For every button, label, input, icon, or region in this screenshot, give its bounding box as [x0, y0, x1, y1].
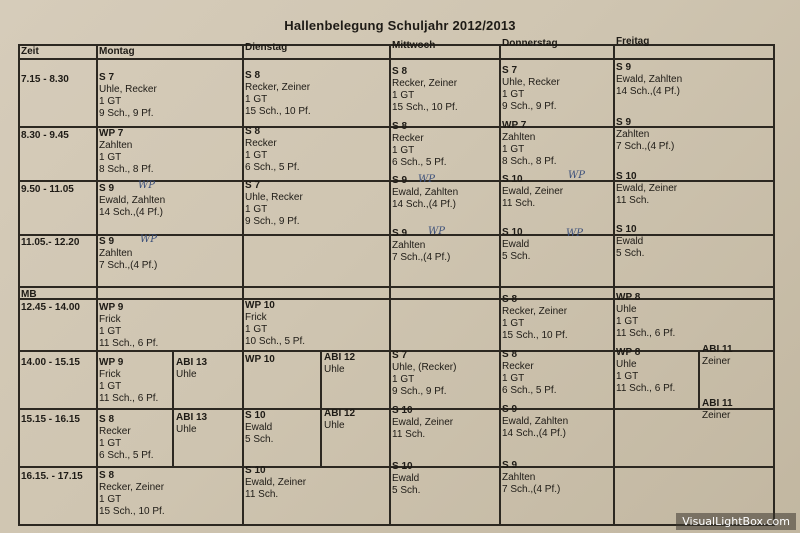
- teachers: Uhle: [616, 304, 637, 315]
- class-code: S 9: [99, 236, 115, 247]
- teachers: Uhle, Recker: [99, 84, 157, 95]
- teachers: Uhle, Recker: [502, 77, 560, 88]
- watermark: VisualLightBox.com: [676, 513, 796, 530]
- student-count: 11 Sch.: [245, 489, 279, 500]
- table-rule: [18, 286, 775, 288]
- student-count: 8 Sch., 8 Pf.: [502, 156, 557, 167]
- slot-cell: [99, 357, 158, 405]
- teachers: Uhle: [616, 359, 637, 370]
- handwritten-note: WP: [566, 228, 584, 239]
- student-count: 8 Sch., 8 Pf.: [99, 164, 154, 175]
- teachers: Zeiner: [702, 356, 731, 367]
- student-count: 6 Sch., 5 Pf.: [502, 385, 557, 396]
- class-code: S 9: [392, 175, 408, 186]
- slot-cell: [616, 292, 675, 340]
- student-count: 5 Sch.: [616, 248, 645, 259]
- class-code: S 7: [99, 72, 115, 83]
- time-slot: 9.50 - 11.05: [21, 184, 74, 195]
- time-slot: 12.45 - 14.00: [21, 302, 80, 313]
- student-count: 15 Sch., 10 Pf.: [392, 102, 458, 113]
- teachers: Uhle: [176, 424, 197, 435]
- student-count: 14 Sch.,(4 Pf.): [616, 86, 680, 97]
- student-count: 11 Sch., 6 Pf.: [616, 328, 676, 339]
- time-slot: 8.30 - 9.45: [21, 130, 69, 141]
- hall-units: 1 GT: [245, 150, 268, 161]
- student-count: 6 Sch., 5 Pf.: [392, 157, 447, 168]
- teachers: Uhle: [324, 364, 345, 375]
- student-count: 11 Sch.: [392, 429, 426, 440]
- class-code: S 9: [616, 117, 632, 128]
- class-code: WP 9: [99, 357, 124, 368]
- teachers: Ewald, Zahlten: [616, 74, 683, 85]
- class-code: S 10: [245, 410, 266, 421]
- teachers: Uhle: [324, 420, 345, 431]
- hall-units: 1 GT: [99, 326, 122, 337]
- teachers: Zahlten: [392, 240, 426, 251]
- slot-cell: [502, 65, 560, 113]
- student-count: 6 Sch., 5 Pf.: [245, 162, 300, 173]
- table-rule: [773, 44, 775, 524]
- hall-units: 1 GT: [616, 316, 639, 327]
- page-title: Hallenbelegung Schuljahr 2012/2013: [284, 18, 516, 33]
- hall-units: 1 GT: [99, 438, 122, 449]
- teachers: Ewald, Zeiner: [392, 417, 454, 428]
- table-rule: [389, 44, 391, 524]
- table-rule: [172, 350, 174, 466]
- student-count: 15 Sch., 10 Pf.: [502, 330, 568, 341]
- student-count: 5 Sch.: [502, 251, 531, 262]
- slot-cell: [502, 120, 556, 168]
- class-code: S 8: [392, 66, 408, 77]
- teachers: Ewald: [616, 236, 644, 247]
- class-code: S 8: [392, 121, 408, 132]
- teachers: Uhle, Recker: [245, 192, 303, 203]
- slot-cell: [502, 227, 530, 263]
- header-montag: Montag: [99, 46, 135, 57]
- header-mittwoch: Mittwoch: [392, 40, 436, 51]
- handwritten-note: WP: [138, 180, 156, 191]
- class-code: S 7: [245, 180, 261, 191]
- handwritten-note: WP: [568, 170, 586, 181]
- class-code: S 9: [616, 62, 632, 73]
- slot-cell: [99, 128, 153, 176]
- class-code: WP 8: [616, 292, 641, 303]
- hall-units: 1 GT: [392, 374, 415, 385]
- teachers: Frick: [245, 312, 267, 323]
- class-code: S 10: [245, 465, 266, 476]
- teachers: Zeiner: [702, 410, 731, 421]
- teachers: Zahlten: [502, 132, 536, 143]
- hall-units: 1 GT: [99, 381, 122, 392]
- class-code: S 9: [99, 183, 115, 194]
- teachers: Zahlten: [99, 248, 133, 259]
- time-slot: 14.00 - 15.15: [21, 357, 80, 368]
- student-count: 5 Sch.: [392, 485, 421, 496]
- teachers: Frick: [99, 314, 121, 325]
- hall-units: 1 GT: [99, 152, 122, 163]
- hall-units: 1 GT: [245, 324, 268, 335]
- class-code: S 9: [502, 404, 518, 415]
- teachers: Recker, Zeiner: [392, 78, 458, 89]
- student-count: 5 Sch.: [245, 434, 274, 445]
- slot-cell: [245, 300, 305, 348]
- class-code: S 10: [392, 405, 413, 416]
- slot-cell: [616, 62, 682, 98]
- student-count: 11 Sch.: [616, 195, 650, 206]
- student-count: 10 Sch., 5 Pf.: [245, 336, 306, 347]
- time-slot: 7.15 - 8.30: [21, 74, 69, 85]
- slot-cell: [324, 408, 355, 432]
- class-code: ABI 13: [176, 357, 208, 368]
- table-rule: [698, 350, 700, 408]
- class-code: ABI 11: [702, 344, 733, 355]
- teachers: Zahlten: [502, 472, 536, 483]
- class-code: WP 7: [502, 120, 527, 131]
- teachers: Ewald, Zeiner: [245, 477, 307, 488]
- class-code: S 7: [392, 350, 408, 361]
- class-code: WP 9: [99, 302, 124, 313]
- student-count: 11 Sch., 6 Pf.: [616, 383, 676, 394]
- table-rule: [242, 44, 244, 524]
- student-count: 11 Sch., 6 Pf.: [99, 338, 159, 349]
- teachers: Zahlten: [616, 129, 650, 140]
- slot-cell: [99, 302, 158, 350]
- slot-cell: [99, 414, 153, 462]
- student-count: 11 Sch., 6 Pf.: [99, 393, 159, 404]
- slot-cell: [702, 344, 733, 368]
- slot-cell: [324, 352, 355, 376]
- slot-cell: [502, 294, 568, 342]
- handwritten-note: WP: [140, 234, 158, 245]
- class-code: ABI 13: [176, 412, 208, 423]
- teachers: Recker: [99, 426, 131, 437]
- class-code: S 8: [502, 349, 518, 360]
- teachers: Uhle, (Recker): [392, 362, 457, 373]
- class-code: ABI 12: [324, 352, 356, 363]
- class-code: S 10: [502, 227, 523, 238]
- time-slot: 16.15. - 17.15: [21, 471, 83, 482]
- slot-cell: [392, 461, 420, 497]
- student-count: 14 Sch.,(4 Pf.): [502, 428, 566, 439]
- hall-units: 1 GT: [245, 94, 268, 105]
- time-slot: 15.15 - 16.15: [21, 414, 80, 425]
- slot-cell: [616, 224, 644, 260]
- slot-cell: [245, 126, 299, 174]
- teachers: Recker: [502, 361, 534, 372]
- student-count: 7 Sch.,(4 Pf.): [392, 252, 451, 263]
- hall-units: 1 GT: [392, 90, 415, 101]
- class-code: S 9: [392, 228, 408, 239]
- class-code: S 8: [99, 470, 115, 481]
- class-code: S 10: [616, 224, 637, 235]
- class-code: S 8: [245, 70, 261, 81]
- class-code: S 10: [616, 171, 637, 182]
- class-code: ABI 11: [702, 398, 733, 409]
- student-count: 7 Sch.,(4 Pf.): [99, 260, 158, 271]
- slot-cell: [616, 117, 674, 153]
- hall-units: 1 GT: [245, 204, 268, 215]
- student-count: 7 Sch.,(4 Pf.): [502, 484, 561, 495]
- student-count: 7 Sch.,(4 Pf.): [616, 141, 675, 152]
- slot-cell: [702, 398, 733, 422]
- student-count: 9 Sch., 9 Pf.: [245, 216, 300, 227]
- teachers: Recker: [245, 138, 277, 149]
- student-count: 9 Sch., 9 Pf.: [99, 108, 154, 119]
- slot-cell: [176, 412, 207, 436]
- teachers: Ewald, Zahlten: [502, 416, 569, 427]
- slot-cell: [616, 171, 677, 207]
- slot-cell: [176, 357, 207, 381]
- time-slot: MB: [21, 289, 37, 300]
- table-rule: [18, 524, 775, 526]
- slot-cell: [502, 174, 563, 210]
- slot-cell: [99, 183, 165, 219]
- slot-cell: [99, 72, 157, 120]
- teachers: Recker: [392, 133, 424, 144]
- student-count: 11 Sch.: [502, 198, 536, 209]
- student-count: 9 Sch., 9 Pf.: [392, 386, 447, 397]
- teachers: Recker, Zeiner: [99, 482, 165, 493]
- slot-cell: [99, 470, 165, 518]
- hall-units: 1 GT: [616, 371, 639, 382]
- student-count: 15 Sch., 10 Pf.: [99, 506, 165, 517]
- class-code: S 10: [392, 461, 413, 472]
- handwritten-note: WP: [418, 174, 436, 185]
- slot-cell: [502, 349, 556, 397]
- class-code: S 9: [502, 460, 518, 471]
- hall-units: 1 GT: [99, 494, 122, 505]
- class-code: WP 7: [99, 128, 124, 139]
- class-code: S 7: [502, 65, 518, 76]
- slot-cell: [245, 70, 311, 118]
- teachers: Frick: [99, 369, 121, 380]
- teachers: Ewald, Zahlten: [99, 195, 166, 206]
- student-count: 14 Sch.,(4 Pf.): [99, 207, 163, 218]
- hall-units: 1 GT: [502, 144, 525, 155]
- class-code: ABI 12: [324, 408, 356, 419]
- hall-units: 1 GT: [502, 373, 525, 384]
- slot-cell: [245, 410, 273, 446]
- slot-cell: [392, 405, 453, 441]
- slot-cell: [245, 465, 306, 501]
- slot-cell: [392, 121, 446, 169]
- hall-units: 1 GT: [502, 318, 525, 329]
- teachers: Ewald, Zahlten: [392, 187, 459, 198]
- teachers: Uhle: [176, 369, 197, 380]
- student-count: 6 Sch., 5 Pf.: [99, 450, 154, 461]
- teachers: Recker, Zeiner: [502, 306, 568, 317]
- student-count: 9 Sch., 9 Pf.: [502, 101, 557, 112]
- teachers: Ewald: [502, 239, 530, 250]
- class-code: WP 8: [616, 347, 641, 358]
- table-rule: [499, 44, 501, 524]
- student-count: 14 Sch.,(4 Pf.): [392, 199, 456, 210]
- teachers: Ewald: [245, 422, 273, 433]
- class-code: S 8: [502, 294, 518, 305]
- slot-cell: [616, 347, 675, 395]
- class-code: WP 10: [245, 354, 275, 365]
- slot-cell: [502, 404, 568, 440]
- hall-units: 1 GT: [502, 89, 525, 100]
- table-rule: [320, 350, 322, 466]
- slot-cell: [245, 180, 303, 228]
- header-freitag: Freitag: [616, 36, 650, 47]
- teachers: Ewald: [392, 473, 420, 484]
- hall-units: 1 GT: [99, 96, 122, 107]
- student-count: 15 Sch., 10 Pf.: [245, 106, 311, 117]
- table-rule: [96, 44, 98, 524]
- header-dienstag: Dienstag: [245, 42, 288, 53]
- slot-cell: [245, 354, 275, 366]
- header-zeit: Zeit: [21, 46, 39, 57]
- teachers: Ewald, Zeiner: [616, 183, 678, 194]
- teachers: Ewald, Zeiner: [502, 186, 564, 197]
- teachers: Recker, Zeiner: [245, 82, 311, 93]
- class-code: S 8: [245, 126, 261, 137]
- header-donnerstag: Donnerstag: [502, 38, 558, 49]
- hall-units: 1 GT: [392, 145, 415, 156]
- teachers: Zahlten: [99, 140, 133, 151]
- table-rule: [613, 44, 615, 524]
- slot-cell: [502, 460, 560, 496]
- class-code: WP 10: [245, 300, 275, 311]
- table-rule: [18, 58, 775, 60]
- table-rule: [18, 44, 20, 524]
- time-slot: 11.05.- 12.20: [21, 237, 80, 248]
- class-code: S 10: [502, 174, 523, 185]
- handwritten-note: WP: [428, 226, 446, 237]
- slot-cell: [392, 350, 456, 398]
- slot-cell: [392, 66, 458, 114]
- class-code: S 8: [99, 414, 115, 425]
